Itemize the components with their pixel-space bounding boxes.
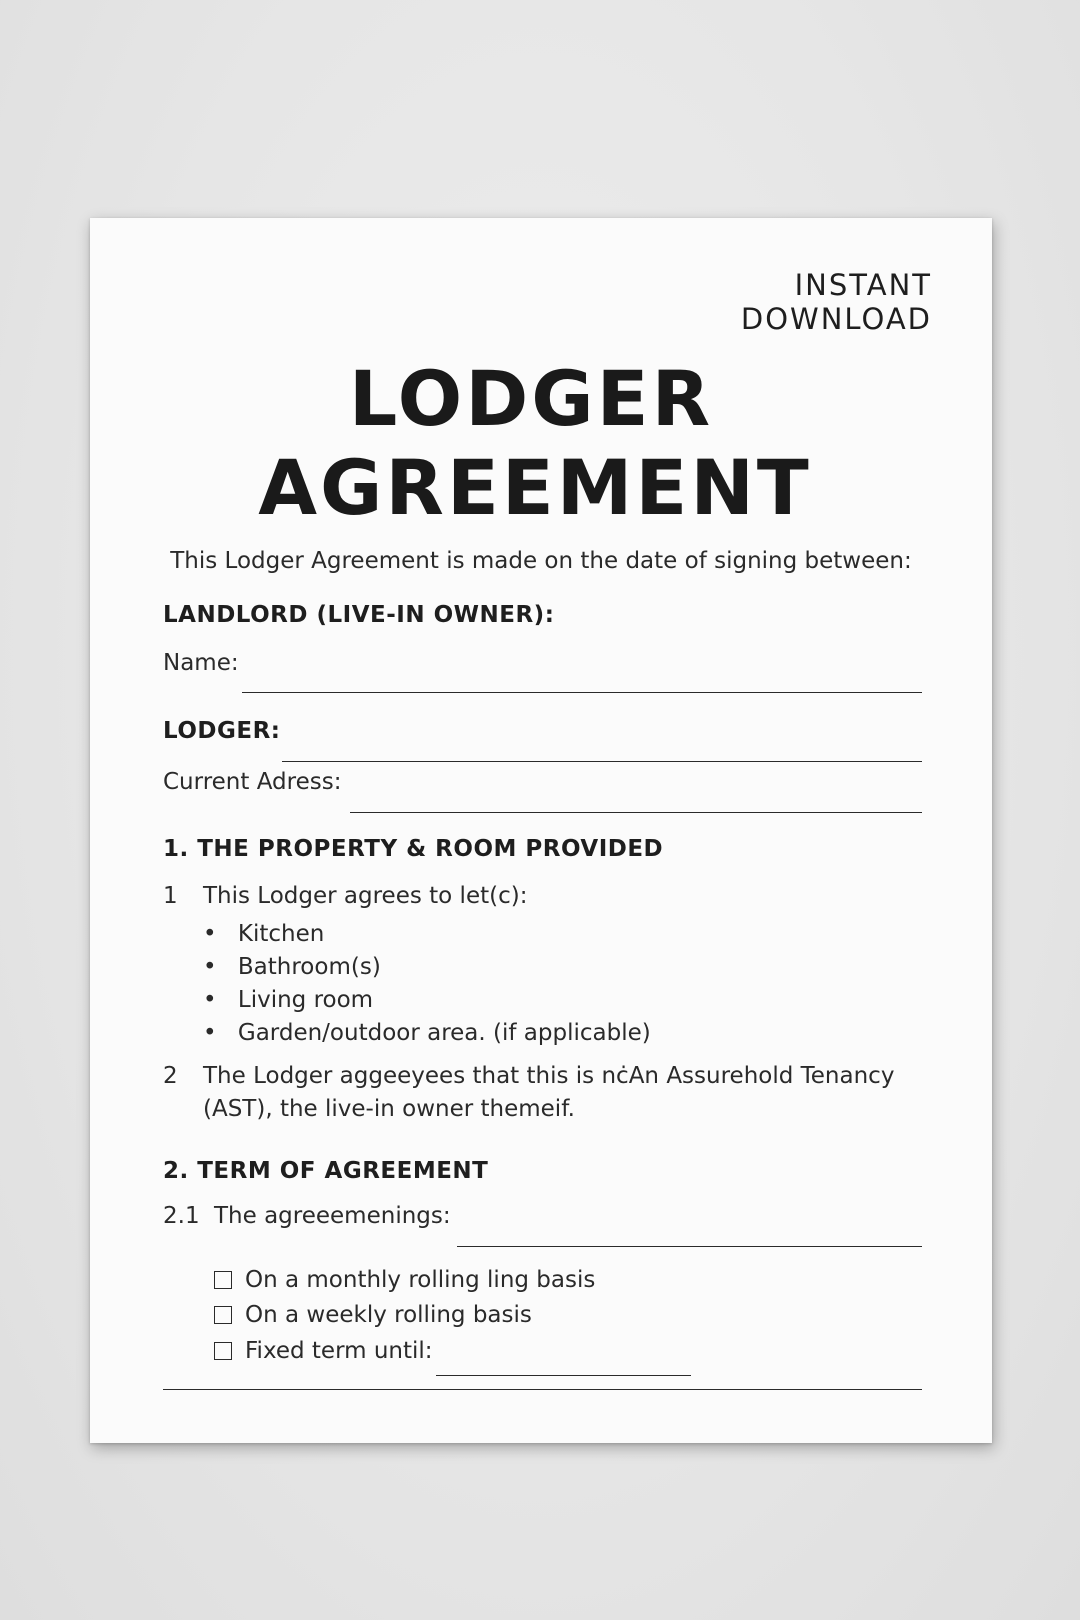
list-item	[203, 1020, 651, 1046]
section-1-heading: 1. THE PROPERTY & ROOM PROVIDED	[163, 836, 664, 862]
clause-2-1-number: 2.1	[163, 1203, 200, 1229]
weekly-rolling-label: On a weekly rolling basis	[245, 1302, 532, 1328]
clause-1-text: This Lodger agrees to let(c):	[203, 883, 528, 909]
badge-line-2: DOWNLOAD	[740, 302, 932, 336]
fixed-term-date-field[interactable]	[436, 1375, 691, 1376]
landlord-name-field[interactable]	[242, 692, 922, 693]
clause-2-text-line-1: The Lodger aggeeyees that this is nċAn Assurehold Tenancy	[203, 1063, 895, 1089]
lodger-name-field[interactable]	[282, 761, 922, 762]
agreement-document	[90, 218, 992, 1443]
bottom-divider	[163, 1389, 922, 1390]
bullet-icon: •	[203, 1020, 217, 1046]
list-item	[203, 921, 324, 947]
fixed-term-checkbox[interactable]	[214, 1342, 232, 1360]
instant-download-badge	[741, 268, 932, 336]
monthly-rolling-label: On a monthly rolling ling basis	[245, 1267, 596, 1293]
list-item-label: Living room	[237, 987, 374, 1013]
section-2-heading: 2. TERM OF AGREEMENT	[163, 1158, 489, 1184]
document-title-line-1: LODGER	[348, 354, 714, 443]
clause-2-text-line-2: (AST), the live-in owner themeif.	[203, 1096, 575, 1122]
agreement-term-field[interactable]	[457, 1246, 922, 1247]
landlord-name-label: Name:	[163, 650, 239, 676]
list-item-label: Bathroom(s)	[237, 954, 381, 980]
list-item-label: Kitchen	[237, 921, 325, 947]
clause-2-number: 2	[163, 1063, 178, 1089]
weekly-rolling-checkbox[interactable]	[214, 1306, 232, 1324]
clause-1-number: 1	[163, 883, 178, 909]
monthly-rolling-checkbox[interactable]	[214, 1271, 232, 1289]
intro-text: This Lodger Agreement is made on the date of signing between:	[170, 548, 912, 574]
bullet-icon: •	[203, 954, 217, 980]
clause-2-1-text: The agreeemenings:	[214, 1203, 451, 1229]
fixed-term-label: Fixed term until:	[245, 1338, 433, 1364]
list-item	[203, 987, 373, 1013]
lodger-heading: LODGER:	[163, 718, 281, 744]
badge-line-1: INSTANT	[794, 268, 932, 302]
current-address-field[interactable]	[350, 812, 922, 813]
current-address-label: Current Adress:	[163, 769, 342, 795]
list-item-label: Garden/outdoor area. (if applicable)	[237, 1020, 651, 1046]
landlord-heading: LANDLORD (LIVE-IN OWNER):	[163, 602, 555, 628]
bullet-icon: •	[203, 921, 217, 947]
document-title-line-2: AGREEMENT	[258, 443, 812, 532]
list-item	[203, 954, 381, 980]
bullet-icon: •	[203, 987, 217, 1013]
